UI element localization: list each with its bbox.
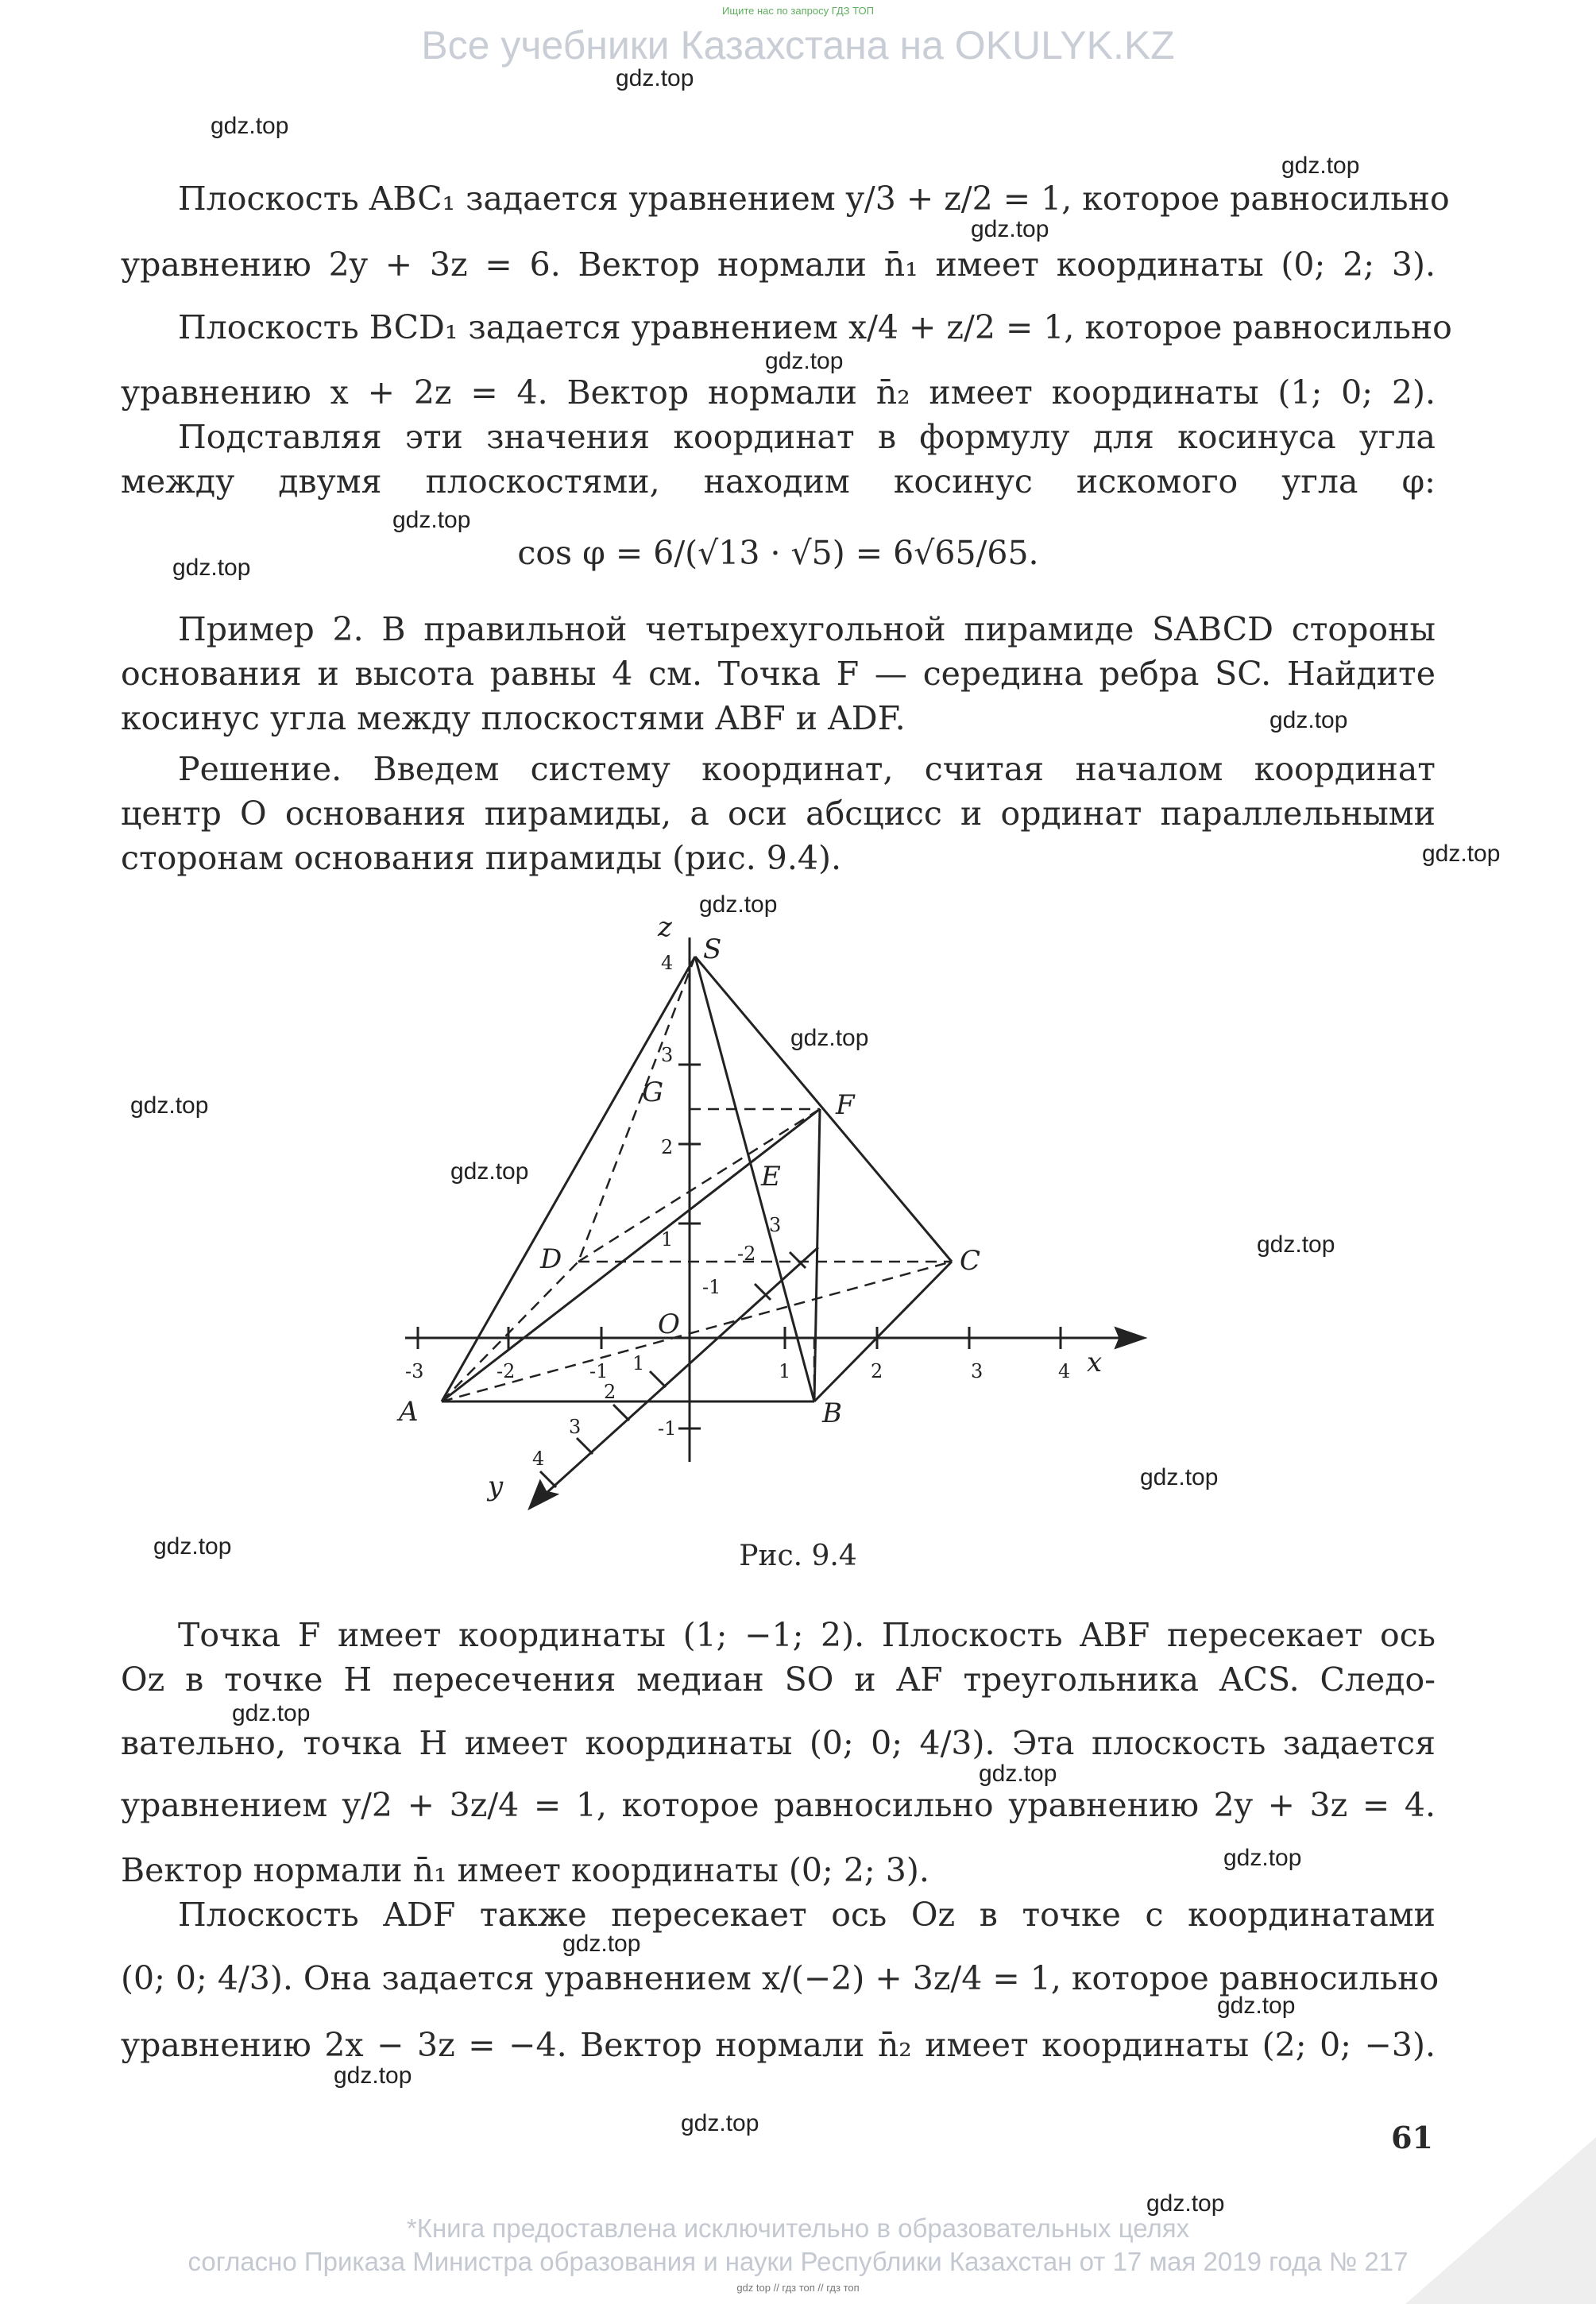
watermark: gdz.top [1422, 841, 1501, 867]
text-line: Вектор нормали n̄₁ имеет координаты (0; 2; 3). [121, 1851, 929, 1889]
text-line: косинус угла между плоскостями ABF и ADF. [121, 699, 906, 737]
cosine-formula: cos φ = 6/(√13 · √5) = 6√65/65. [517, 534, 1039, 572]
text-line: Oz в точке H пересечения медиан SO и AF треугольника ACS. Следо- [121, 1660, 1436, 1699]
label-E: E [761, 1161, 781, 1193]
tick-x: 4 [1058, 1360, 1071, 1382]
watermark: gdz.top [971, 216, 1049, 242]
label-C: C [960, 1245, 981, 1277]
tick-z: 2 [661, 1136, 674, 1158]
label-B: B [822, 1397, 842, 1429]
text-line: вательно, точка H имеет координаты (0; 0; 4/3). Эта плоскость задается [121, 1724, 1436, 1762]
tick-z: -1 [658, 1417, 677, 1440]
tick-y: 2 [604, 1381, 616, 1403]
watermark: gdz.top [1217, 1993, 1296, 2019]
edge-BC [814, 1262, 952, 1401]
y-axis [530, 1247, 818, 1508]
tick-x: -3 [405, 1360, 424, 1382]
tick-x: -2 [497, 1360, 516, 1382]
watermark: gdz.top [392, 507, 471, 533]
tick-y: 1 [632, 1352, 645, 1374]
label-axis-y: y [488, 1471, 504, 1502]
text-line: (0; 0; 4/3). Она задается уравнением x/(−2) + 3z/4 = 1, которое равносильно [121, 1959, 1439, 1997]
watermark: gdz.top [211, 113, 289, 139]
tick-y: 3 [769, 1214, 782, 1236]
watermark: gdz.top [790, 1025, 869, 1051]
watermark: gdz.top [153, 1533, 232, 1560]
text-line: уравнению 2x − 3z = −4. Вектор нормали n̄₂ имеет координаты (2; 0; −3). [121, 2026, 1436, 2064]
watermark: gdz.top [1146, 2190, 1225, 2217]
tick-z: 3 [661, 1044, 674, 1066]
edge-SB [695, 957, 814, 1401]
y-axis-arrow [530, 1482, 556, 1508]
site-title[interactable]: Все учебники Казахстана на OKULYK.KZ [421, 23, 1175, 68]
watermark: gdz.top [616, 65, 694, 91]
watermark: gdz.top [1269, 707, 1348, 733]
text-line: уравнением y/2 + 3z/4 = 1, которое равносильно уравнению 2y + 3z = 4. [121, 1786, 1436, 1824]
segment-AF [442, 1109, 820, 1401]
example-heading-line: Пример 2. В правильной четырехугольной пирамиде SABCD стороны [178, 610, 1436, 648]
text-line: Плоскость ADF также пересекает ось Oz в точке с координатами [178, 1896, 1436, 1934]
text-line: уравнению x + 2z = 4. Вектор нормали n̄₂ имеет координаты (1; 0; 2). [121, 373, 1436, 412]
tick-z: 1 [661, 1228, 674, 1251]
watermark: gdz.top [450, 1158, 529, 1185]
text-line: между двумя плоскостями, находим косинус искомого угла φ: [121, 462, 1436, 501]
watermark: gdz.top [1257, 1231, 1335, 1258]
tick-y: -1 [702, 1276, 721, 1298]
text-line: уравнению 2y + 3z = 6. Вектор нормали n̄₁ имеет координаты (0; 2; 3). [121, 245, 1436, 284]
tick-z: 4 [661, 952, 674, 974]
watermark: gdz.top [1281, 153, 1360, 179]
footer-line-1: *Книга предоставлена исключительно в образовательных целях [406, 2213, 1190, 2243]
label-S: S [703, 934, 722, 965]
tick-x: 2 [871, 1360, 883, 1382]
footer-line-2: согласно Приказа Министра образования и науки Республики Казахстан от 17 мая 2019 года № 217 [187, 2247, 1409, 2276]
header-tiny-note: Ищите нас по запросу ГДЗ ТОП [722, 5, 874, 17]
label-G: G [642, 1077, 664, 1108]
text-line: сторонам основания пирамиды (рис. 9.4). [121, 839, 841, 877]
label-D: D [540, 1243, 562, 1275]
text-line: центр O основания пирамиды, а оси абсцисс и ординат параллельными [121, 794, 1436, 833]
pyramid-figure [381, 906, 1176, 1533]
tick-x: 1 [779, 1360, 791, 1382]
x-axis-arrow [1116, 1328, 1144, 1347]
footer-tiny: gdz top // гдз топ // гдз топ [736, 2282, 860, 2294]
watermark: gdz.top [1140, 1464, 1219, 1490]
label-A: A [399, 1396, 419, 1428]
label-axis-z: z [658, 911, 672, 943]
solution-line: Решение. Введем систему координат, считая началом координат [178, 750, 1436, 788]
text-line: Точка F имеет координаты (1; −1; 2). Плоскость ABF пересекает ось [178, 1616, 1436, 1654]
tick-y: 4 [532, 1448, 545, 1470]
watermark: gdz.top [562, 1931, 641, 1957]
text-line: Плоскость BCD₁ задается уравнением x/4 + z/2 = 1, которое равносильно [178, 308, 1452, 346]
label-axis-x: x [1087, 1347, 1103, 1378]
text-line: Подставляя эти значения координат в формулу для косинуса угла [178, 418, 1436, 456]
watermark: gdz.top [1223, 1845, 1302, 1871]
tick-x: -1 [589, 1360, 609, 1382]
figure-caption: Рис. 9.4 [739, 1540, 857, 1572]
text-line: Плоскость ABC₁ задается уравнением y/3 + z/2 = 1, которое равносильно [178, 180, 1450, 218]
watermark: gdz.top [681, 2110, 759, 2136]
watermark: gdz.top [172, 555, 251, 581]
tick-y: 3 [569, 1416, 582, 1438]
text-line: основания и высота равны 4 см. Точка F — середина ребра SC. Найдите [121, 655, 1436, 693]
segment-DF [578, 1109, 820, 1262]
edge-SD [578, 957, 695, 1262]
watermark: gdz.top [130, 1092, 209, 1119]
label-F: F [836, 1089, 855, 1121]
watermark: gdz.top [334, 2062, 412, 2089]
label-O: O [658, 1309, 680, 1340]
watermark: gdz.top [699, 891, 778, 918]
tick-x: 3 [971, 1360, 983, 1382]
watermark: gdz.top [979, 1761, 1057, 1787]
watermark: gdz.top [765, 348, 844, 374]
tick-y: -2 [737, 1243, 756, 1265]
watermark: gdz.top [232, 1700, 311, 1726]
page-number: 61 [1391, 2120, 1433, 2155]
